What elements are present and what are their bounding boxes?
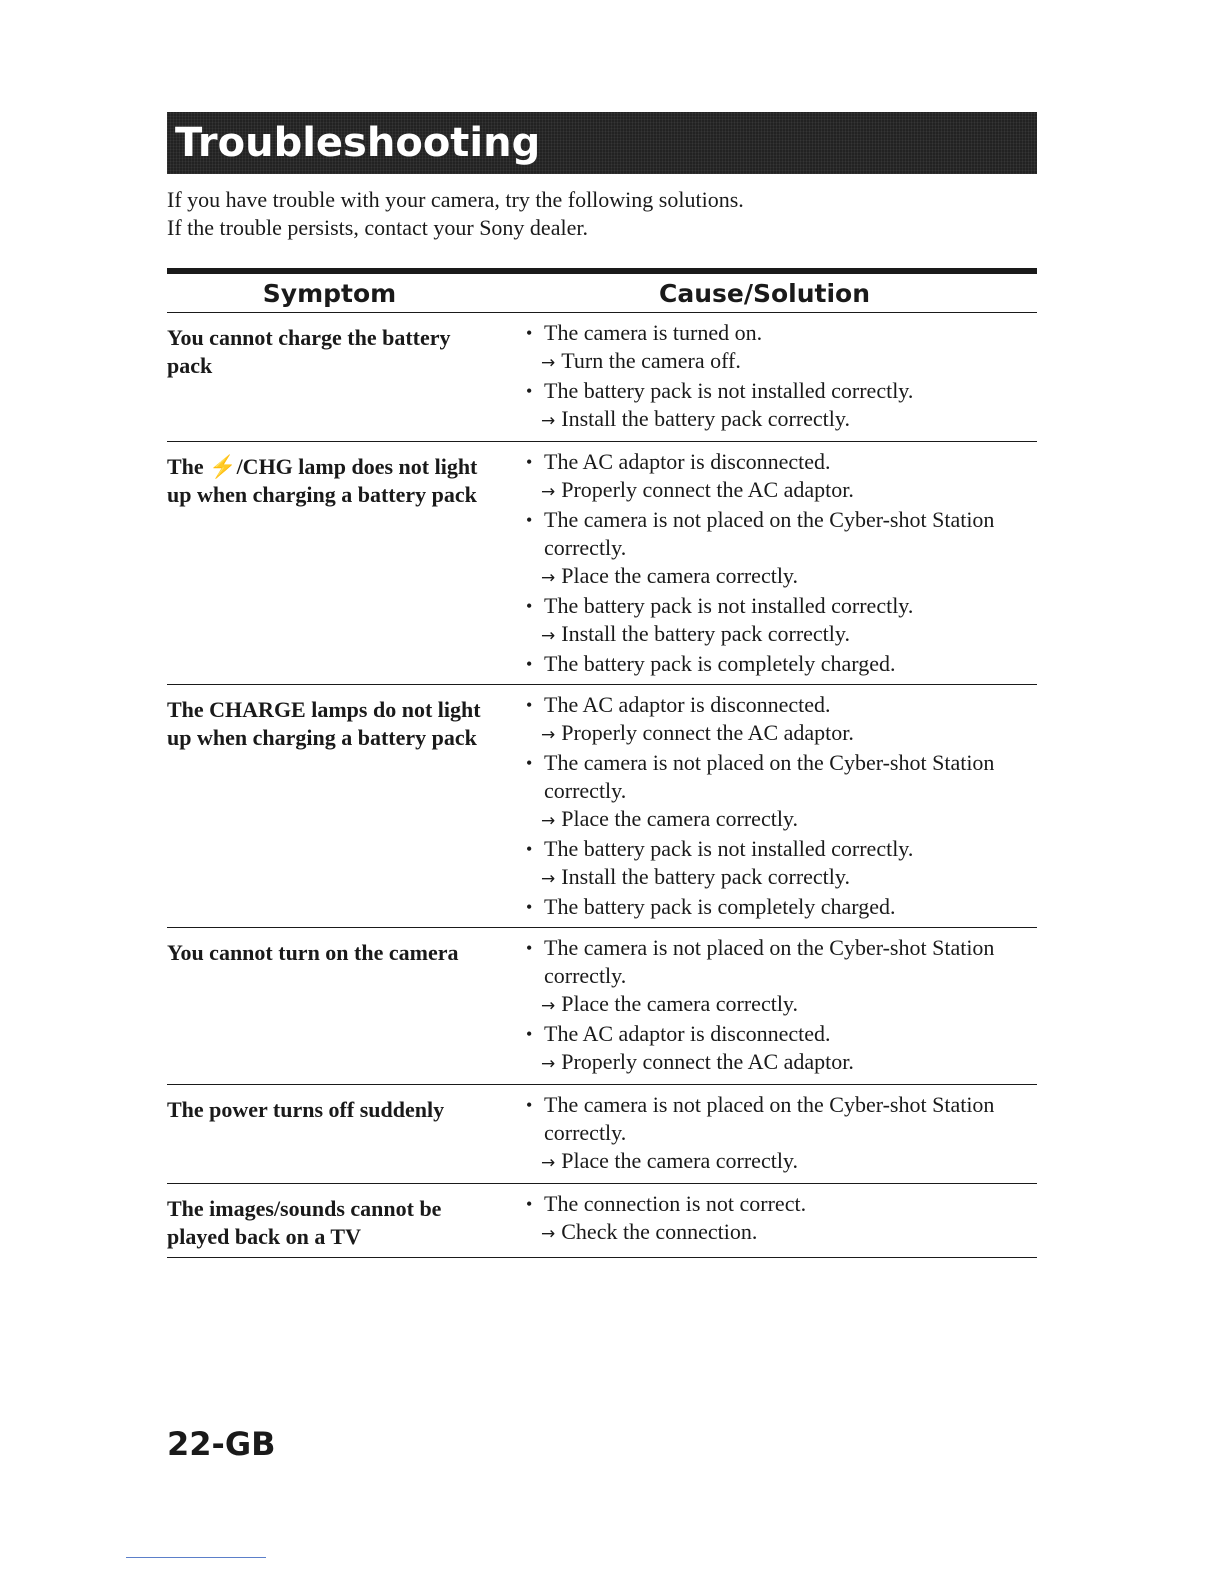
solution-line [522,347,1037,377]
troubleshooting-table [167,268,1037,1258]
cause-text: The camera is turned on. [544,320,763,345]
cause-line [522,1190,1037,1218]
cause-item [522,1020,1037,1078]
cause-item [522,893,1037,921]
solution-text: Properly connect the AC adaptor. [561,720,854,745]
solution-line [522,863,1037,893]
cause-line [522,506,1037,562]
table-row [167,313,1037,442]
cause-item [522,1091,1037,1177]
arrow-right-icon: → [541,811,556,831]
intro-line: If you have trouble with your camera, try the following solutions. [167,187,744,212]
cause-text: The camera is not placed on the Cyber-shot Station correctly. [544,1092,995,1145]
arrow-right-icon: → [541,1054,556,1074]
cause-item [522,377,1037,435]
title-banner [167,112,1037,174]
arrow-right-icon: → [541,725,556,745]
solution-text: Place the camera correctly. [561,991,799,1016]
cause-item [522,835,1037,893]
cause-solution-cell [507,934,1037,1078]
symptom-cell: You cannot turn on the camera [167,940,459,965]
arrow-right-icon: → [541,411,556,431]
solution-text: Place the camera correctly. [561,806,799,831]
cause-solution-cell [507,691,1037,921]
solution-text: Check the connection. [561,1219,758,1244]
solution-line [522,1218,1037,1248]
cause-line [522,592,1037,620]
cause-text: The connection is not correct. [544,1191,807,1216]
solution-line [522,990,1037,1020]
table-row [167,1085,1037,1184]
cause-item [522,934,1037,1020]
cause-line [522,377,1037,405]
arrow-right-icon: → [541,482,556,502]
bullet-icon: • [526,1095,533,1115]
arrow-right-icon: → [541,626,556,646]
cause-text: The AC adaptor is disconnected. [544,1021,831,1046]
cause-item [522,691,1037,749]
cause-item [522,749,1037,835]
page-number: 22-GB [167,1425,276,1463]
cause-line [522,319,1037,347]
cause-text: The battery pack is not installed correctly. [544,378,914,403]
bullet-icon: • [526,452,533,472]
cause-item [522,650,1037,678]
cause-line [522,448,1037,476]
solution-line [522,476,1037,506]
arrow-right-icon: → [541,353,556,373]
cause-solution-cell [507,1190,1037,1251]
intro-line: If the trouble persists, contact your Sony dealer. [167,215,588,240]
bullet-icon: • [526,695,533,715]
cause-line [522,749,1037,805]
cause-line [522,650,1037,678]
cause-line [522,835,1037,863]
cause-text: The battery pack is completely charged. [544,894,896,919]
cause-item [522,506,1037,592]
bullet-icon: • [526,839,533,859]
cause-line [522,893,1037,921]
table-row [167,685,1037,928]
cause-item [522,448,1037,506]
cause-solution-cell [507,319,1037,435]
symptom-cell: You cannot charge the battery pack [167,325,451,378]
symptom-cell: The images/sounds cannot be played back on a TV [167,1196,442,1249]
symptom-cell: The power turns off suddenly [167,1097,445,1122]
table-row [167,1184,1037,1258]
arrow-right-icon: → [541,568,556,588]
cause-text: The camera is not placed on the Cyber-shot Station correctly. [544,935,995,988]
solution-text: Place the camera correctly. [561,563,799,588]
solution-text: Place the camera correctly. [561,1148,799,1173]
arrow-right-icon: → [541,1153,556,1173]
bullet-icon: • [526,938,533,958]
arrow-right-icon: → [541,996,556,1016]
bullet-icon: • [526,510,533,530]
bullet-icon: • [526,381,533,401]
cause-text: The AC adaptor is disconnected. [544,692,831,717]
solution-line [522,1048,1037,1078]
bullet-icon: • [526,654,533,674]
solution-text: Properly connect the AC adaptor. [561,1049,854,1074]
cause-text: The battery pack is completely charged. [544,651,896,676]
solution-line [522,620,1037,650]
solution-line [522,562,1037,592]
bullet-icon: • [526,323,533,343]
table-row [167,442,1037,685]
cause-item [522,592,1037,650]
cause-text: The camera is not placed on the Cyber-shot Station correctly. [544,507,995,560]
solution-text: Install the battery pack correctly. [561,406,850,431]
cause-text: The AC adaptor is disconnected. [544,449,831,474]
column-header-cause-solution: Cause/Solution [658,278,871,308]
footer-rule [126,1557,266,1558]
intro-text [167,186,1047,242]
solution-text: Install the battery pack correctly. [561,621,850,646]
cause-item [522,1190,1037,1248]
table-header [167,274,1037,313]
bullet-icon: • [526,897,533,917]
column-header-symptom: Symptom [262,278,397,308]
bullet-icon: • [526,596,533,616]
solution-text: Properly connect the AC adaptor. [561,477,854,502]
cause-line [522,691,1037,719]
cause-solution-cell [507,448,1037,678]
cause-text: The camera is not placed on the Cyber-shot Station correctly. [544,750,995,803]
cause-line [522,1091,1037,1147]
symptom-cell: The CHARGE lamps do not light up when charging a battery pack [167,697,481,750]
cause-solution-cell [507,1091,1037,1177]
solution-line [522,405,1037,435]
solution-text: Turn the camera off. [561,348,741,373]
bullet-icon: • [526,753,533,773]
bullet-icon: • [526,1194,533,1214]
solution-line [522,719,1037,749]
table-body [167,313,1037,1258]
arrow-right-icon: → [541,869,556,889]
cause-text: The battery pack is not installed correctly. [544,593,914,618]
table-row [167,928,1037,1085]
cause-text: The battery pack is not installed correctly. [544,836,914,861]
arrow-right-icon: → [541,1224,556,1244]
solution-text: Install the battery pack correctly. [561,864,850,889]
symptom-cell: The ⚡/CHG lamp does not light up when charging a battery pack [167,454,478,507]
page-title: Troubleshooting [175,120,541,166]
cause-line [522,934,1037,990]
cause-item [522,319,1037,377]
bullet-icon: • [526,1024,533,1044]
cause-line [522,1020,1037,1048]
solution-line [522,805,1037,835]
solution-line [522,1147,1037,1177]
